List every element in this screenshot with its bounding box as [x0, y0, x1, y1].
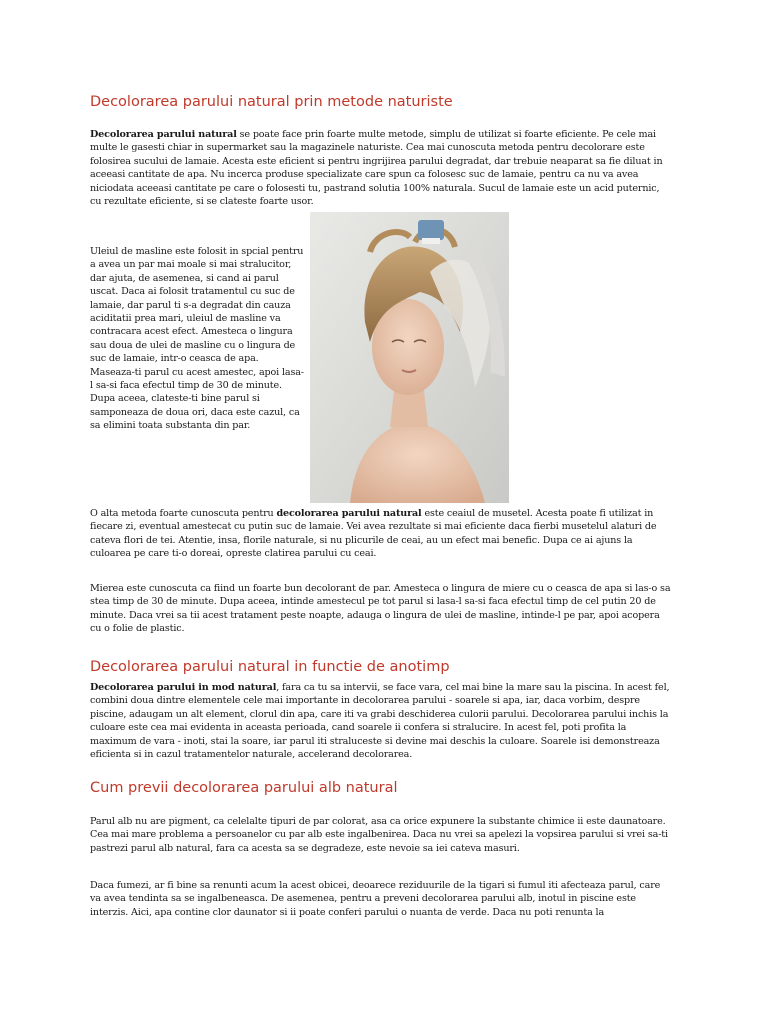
paragraph-lemon: [90, 128, 672, 208]
paragraph-smoking: Daca fumezi, ar fi bine sa renunti acum la acest obicei, deoarece reziduurile de la tigari si fumul iti afecteaza parul, care va avea tendinta sa se ingalbeneasca. De asemenea, pentru a preveni decolorarea parului alb, inotul in piscine este interzis. Aici, apa contine clor daunator si ii poate conferi parului o nuanta de verde. Daca nu poti renunta la: [90, 880, 661, 918]
heading-natural-methods: Decolorarea parului natural prin metode naturiste: [90, 94, 453, 110]
paragraph-text: este ceaiul de musetel. Acesta poate fi utilizat in fiecare zi, eventual amestecat cu putin suc de lamaie. Vei avea rezultate si mai eficiente daca fierbi musetelul alaturi de cateva flori de tei. Atentie, insa, florile naturale, si nu plicurile de ceai, au un efect mai benefic. Dupa ce ai ajuns la culoarea pe care ti-o doreai, opreste clatirea parului cu ceai.: [90, 508, 657, 560]
paragraph-olive-oil: Uleiul de masline este folosit in spcial pentru a avea un par mai moale si mai stralucitor, dar ajuta, de asemenea, si cand ai parul uscat. Daca ai folosit tratamentul cu suc de lamaie, dar parul ti s-a degradat din cauza aciditatii prea mari, uleiul de masline va contracara acest efect. Amesteca o lingura sau doua de ulei de masline cu o lingura de suc de lamaie, intr-o ceasca de apa. Maseaza-ti parul cu acest amestec, apoi lasa-l sa-si faca efectul timp de 30 de minute. Dupa aceea, clateste-ti bine parul si samponeaza de doua ori, daca este cazul, ca sa elimini toata substanta din par.: [90, 246, 304, 432]
bold-term: Decolorarea parului in mod natural: [90, 682, 277, 693]
woman-applying-hair-dye-photo: [310, 212, 509, 503]
bold-term: Decolorarea parului natural: [90, 129, 237, 140]
paragraph-chamomile: [90, 507, 672, 561]
bold-term: decolorarea parului natural: [276, 508, 422, 519]
paragraph-white-hair: Parul alb nu are pigment, ca celelalte tipuri de par colorat, asa ca orice expunere la substante chimice ii este daunatoare. Cea mai mare problema a persoanelor cu par alb este ingalbenirea. Daca nu vrei sa apelezi la vopsirea parului si vrei sa-ti pastrezi parul alb natural, fara ca acesta sa se degradeze, este nevoie sa iei cateva masuri.: [90, 816, 668, 854]
paragraph-summer: [90, 681, 672, 761]
paragraph-honey: Mierea este cunoscuta ca fiind un foarte bun decolorant de par. Amesteca o lingura de miere cu o ceasca de apa si las-o sa stea timp de 30 de minute. Dupa aceea, intinde amestecul pe tot parul si lasa-l sa-si faca efectul timp de cel putin 20 de minute. Daca vrei sa tii acest tratament peste noapte, adauga o lingura de ulei de masline, intinde-l pe par, apoi acopera cu o folie de plastic.: [90, 583, 671, 635]
heading-seasonal: Decolorarea parului natural in functie de anotimp: [90, 659, 450, 675]
paragraph-text: O alta metoda foarte cunoscuta pentru: [90, 508, 277, 519]
paragraph-text: , fara ca tu sa intervii, se face vara, cel mai bine la mare sau la piscina. In acest fel, combini doua dintre elementele cele mai importante in decolorarea parului - soarele si apa, iar, daca vorbim, despre piscine, adaugam un alt element, clorul din apa, care iti va grabi deschiderea culorii parului. Decolorarea parului inchis la culoare este cea mai evidenta in aceasta perioada, cand soarele ii confera si stralucire. In acest fel, poti profita la maximum de vara - inoti, stai la soare, iar parul iti straluceste si devine mai deschis la culoare. Soarele isi demonstreaza eficienta si in cazul tratamentelor naturale, accelerand decolorarea.: [90, 682, 670, 761]
paragraph-text: se poate face prin foarte multe metode, simplu de utilizat si foarte eficiente. Pe cele mai multe le gasesti chiar in supermarket sau la magazinele naturiste. Cea mai cunoscuta metoda pentru decolorare este folosirea sucului de lamaie. Acesta este eficient si pentru ingrijirea parului degradat, dar trebuie neaparat sa fie diluat in aceeasi cantitate de apa. Nu incerca produse specializate care spun ca folosesc suc de lamaie, pentru ca nu va avea niciodata aceeasi cantitate pe care o folosesti tu, pastrand solutia 100% naturala. Sucul de lamaie este un acid puternic, cu rezultate eficiente, si se clateste foarte usor.: [90, 129, 663, 208]
heading-white-hair: Cum previi decolorarea parului alb natural: [90, 780, 398, 796]
